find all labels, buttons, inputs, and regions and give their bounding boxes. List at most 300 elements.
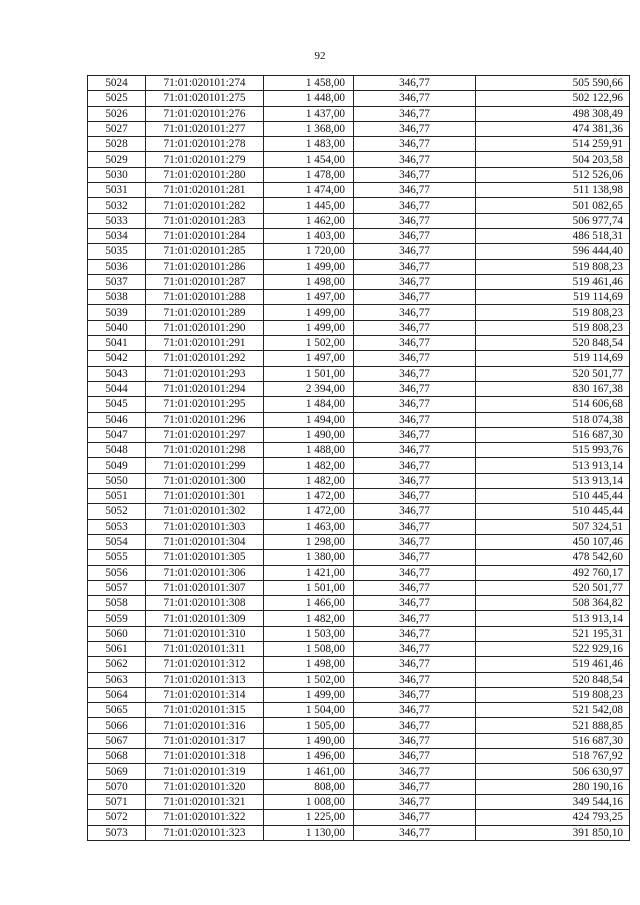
area-cell: 1 502,00 <box>264 672 354 687</box>
table-row <box>88 519 630 534</box>
value-cell: 521 195,31 <box>476 626 630 641</box>
row-number-cell: 5035 <box>88 244 146 259</box>
rate-cell: 346,77 <box>354 198 476 213</box>
rate-cell: 346,77 <box>354 351 476 366</box>
area-cell: 1 490,00 <box>264 427 354 442</box>
table-row <box>88 183 630 198</box>
land-value-table <box>87 75 630 841</box>
cadastral-number-cell: 71:01:020101:301 <box>146 489 264 504</box>
table-row <box>88 504 630 519</box>
row-number-cell: 5062 <box>88 657 146 672</box>
rate-cell: 346,77 <box>354 749 476 764</box>
row-number-cell: 5071 <box>88 794 146 809</box>
cadastral-number-cell: 71:01:020101:322 <box>146 810 264 825</box>
area-cell: 1 483,00 <box>264 137 354 152</box>
cadastral-number-cell: 71:01:020101:283 <box>146 213 264 228</box>
value-cell: 510 445,44 <box>476 504 630 519</box>
area-cell: 1 454,00 <box>264 152 354 167</box>
area-cell: 1 498,00 <box>264 657 354 672</box>
value-cell: 519 461,46 <box>476 657 630 672</box>
table-row <box>88 749 630 764</box>
cadastral-number-cell: 71:01:020101:280 <box>146 167 264 182</box>
cadastral-number-cell: 71:01:020101:309 <box>146 611 264 626</box>
area-cell: 1 508,00 <box>264 641 354 656</box>
cadastral-number-cell: 71:01:020101:285 <box>146 244 264 259</box>
rate-cell: 346,77 <box>354 626 476 641</box>
table-row <box>88 565 630 580</box>
rate-cell: 346,77 <box>354 458 476 473</box>
row-number-cell: 5029 <box>88 152 146 167</box>
cadastral-number-cell: 71:01:020101:320 <box>146 779 264 794</box>
rate-cell: 346,77 <box>354 718 476 733</box>
rate-cell: 346,77 <box>354 672 476 687</box>
table-row <box>88 137 630 152</box>
area-cell: 1 458,00 <box>264 76 354 91</box>
value-cell: 514 259,91 <box>476 137 630 152</box>
area-cell: 1 448,00 <box>264 91 354 106</box>
value-cell: 450 107,46 <box>476 534 630 549</box>
row-number-cell: 5047 <box>88 427 146 442</box>
rate-cell: 346,77 <box>354 489 476 504</box>
row-number-cell: 5063 <box>88 672 146 687</box>
area-cell: 1 501,00 <box>264 366 354 381</box>
row-number-cell: 5043 <box>88 366 146 381</box>
cadastral-number-cell: 71:01:020101:306 <box>146 565 264 580</box>
table-row <box>88 733 630 748</box>
table-row <box>88 825 630 840</box>
value-cell: 519 808,23 <box>476 687 630 702</box>
area-cell: 1 503,00 <box>264 626 354 641</box>
rate-cell: 346,77 <box>354 473 476 488</box>
row-number-cell: 5031 <box>88 183 146 198</box>
row-number-cell: 5048 <box>88 443 146 458</box>
row-number-cell: 5073 <box>88 825 146 840</box>
cadastral-number-cell: 71:01:020101:278 <box>146 137 264 152</box>
row-number-cell: 5027 <box>88 121 146 136</box>
row-number-cell: 5026 <box>88 106 146 121</box>
cadastral-number-cell: 71:01:020101:311 <box>146 641 264 656</box>
row-number-cell: 5051 <box>88 489 146 504</box>
table-row <box>88 427 630 442</box>
rate-cell: 346,77 <box>354 274 476 289</box>
cadastral-number-cell: 71:01:020101:307 <box>146 580 264 595</box>
row-number-cell: 5058 <box>88 596 146 611</box>
row-number-cell: 5039 <box>88 305 146 320</box>
cadastral-number-cell: 71:01:020101:292 <box>146 351 264 366</box>
row-number-cell: 5044 <box>88 381 146 396</box>
area-cell: 1 502,00 <box>264 336 354 351</box>
row-number-cell: 5032 <box>88 198 146 213</box>
area-cell: 1 380,00 <box>264 550 354 565</box>
value-cell: 501 082,65 <box>476 198 630 213</box>
rate-cell: 346,77 <box>354 244 476 259</box>
row-number-cell: 5054 <box>88 534 146 549</box>
row-number-cell: 5069 <box>88 764 146 779</box>
area-cell: 1 484,00 <box>264 397 354 412</box>
cadastral-number-cell: 71:01:020101:305 <box>146 550 264 565</box>
cadastral-number-cell: 71:01:020101:293 <box>146 366 264 381</box>
area-cell: 1 130,00 <box>264 825 354 840</box>
cadastral-number-cell: 71:01:020101:274 <box>146 76 264 91</box>
rate-cell: 346,77 <box>354 519 476 534</box>
cadastral-number-cell: 71:01:020101:279 <box>146 152 264 167</box>
cadastral-number-cell: 71:01:020101:321 <box>146 794 264 809</box>
area-cell: 1 478,00 <box>264 167 354 182</box>
cadastral-number-cell: 71:01:020101:317 <box>146 733 264 748</box>
value-cell: 516 687,30 <box>476 733 630 748</box>
rate-cell: 346,77 <box>354 213 476 228</box>
rate-cell: 346,77 <box>354 259 476 274</box>
table-row <box>88 213 630 228</box>
cadastral-number-cell: 71:01:020101:310 <box>146 626 264 641</box>
area-cell: 1 472,00 <box>264 489 354 504</box>
table-row <box>88 412 630 427</box>
table-row <box>88 672 630 687</box>
value-cell: 519 808,23 <box>476 320 630 335</box>
table-row <box>88 641 630 656</box>
row-number-cell: 5033 <box>88 213 146 228</box>
table-row <box>88 794 630 809</box>
rate-cell: 346,77 <box>354 565 476 580</box>
value-cell: 502 122,96 <box>476 91 630 106</box>
value-cell: 478 542,60 <box>476 550 630 565</box>
row-number-cell: 5055 <box>88 550 146 565</box>
area-cell: 1 461,00 <box>264 764 354 779</box>
row-number-cell: 5065 <box>88 703 146 718</box>
row-number-cell: 5040 <box>88 320 146 335</box>
area-cell: 1 501,00 <box>264 580 354 595</box>
row-number-cell: 5057 <box>88 580 146 595</box>
rate-cell: 346,77 <box>354 810 476 825</box>
row-number-cell: 5067 <box>88 733 146 748</box>
cadastral-number-cell: 71:01:020101:300 <box>146 473 264 488</box>
row-number-cell: 5046 <box>88 412 146 427</box>
value-cell: 424 793,25 <box>476 810 630 825</box>
cadastral-number-cell: 71:01:020101:314 <box>146 687 264 702</box>
row-number-cell: 5050 <box>88 473 146 488</box>
rate-cell: 346,77 <box>354 596 476 611</box>
row-number-cell: 5025 <box>88 91 146 106</box>
value-cell: 520 848,54 <box>476 336 630 351</box>
table-row <box>88 473 630 488</box>
table-row <box>88 489 630 504</box>
table-row <box>88 121 630 136</box>
area-cell: 1 421,00 <box>264 565 354 580</box>
rate-cell: 346,77 <box>354 443 476 458</box>
rate-cell: 346,77 <box>354 137 476 152</box>
rate-cell: 346,77 <box>354 764 476 779</box>
area-cell: 1 497,00 <box>264 351 354 366</box>
page-number: 92 <box>314 50 326 62</box>
rate-cell: 346,77 <box>354 183 476 198</box>
rate-cell: 346,77 <box>354 641 476 656</box>
area-cell: 1 488,00 <box>264 443 354 458</box>
value-cell: 513 913,14 <box>476 473 630 488</box>
cadastral-number-cell: 71:01:020101:302 <box>146 504 264 519</box>
rate-cell: 346,77 <box>354 305 476 320</box>
rate-cell: 346,77 <box>354 657 476 672</box>
value-cell: 519 461,46 <box>476 274 630 289</box>
value-cell: 520 501,77 <box>476 580 630 595</box>
table-row <box>88 76 630 91</box>
value-cell: 492 760,17 <box>476 565 630 580</box>
table-row <box>88 626 630 641</box>
table-row <box>88 198 630 213</box>
value-cell: 515 993,76 <box>476 443 630 458</box>
table-body <box>88 76 630 841</box>
table-row <box>88 274 630 289</box>
table-row <box>88 152 630 167</box>
cadastral-number-cell: 71:01:020101:319 <box>146 764 264 779</box>
rate-cell: 346,77 <box>354 687 476 702</box>
rate-cell: 346,77 <box>354 427 476 442</box>
cadastral-number-cell: 71:01:020101:299 <box>146 458 264 473</box>
cadastral-number-cell: 71:01:020101:318 <box>146 749 264 764</box>
cadastral-number-cell: 71:01:020101:312 <box>146 657 264 672</box>
row-number-cell: 5024 <box>88 76 146 91</box>
cadastral-number-cell: 71:01:020101:281 <box>146 183 264 198</box>
area-cell: 1 490,00 <box>264 733 354 748</box>
value-cell: 506 630,97 <box>476 764 630 779</box>
value-cell: 511 138,98 <box>476 183 630 198</box>
table-row <box>88 810 630 825</box>
rate-cell: 346,77 <box>354 534 476 549</box>
value-cell: 512 526,06 <box>476 167 630 182</box>
rate-cell: 346,77 <box>354 366 476 381</box>
area-cell: 1 504,00 <box>264 703 354 718</box>
row-number-cell: 5066 <box>88 718 146 733</box>
area-cell: 1 499,00 <box>264 305 354 320</box>
rate-cell: 346,77 <box>354 381 476 396</box>
area-cell: 1 498,00 <box>264 274 354 289</box>
value-cell: 521 888,85 <box>476 718 630 733</box>
row-number-cell: 5053 <box>88 519 146 534</box>
rate-cell: 346,77 <box>354 320 476 335</box>
rate-cell: 346,77 <box>354 825 476 840</box>
rate-cell: 346,77 <box>354 228 476 243</box>
value-cell: 474 381,36 <box>476 121 630 136</box>
table-row <box>88 351 630 366</box>
row-number-cell: 5072 <box>88 810 146 825</box>
value-cell: 391 850,10 <box>476 825 630 840</box>
cadastral-number-cell: 71:01:020101:296 <box>146 412 264 427</box>
rate-cell: 346,77 <box>354 290 476 305</box>
row-number-cell: 5060 <box>88 626 146 641</box>
rate-cell: 346,77 <box>354 336 476 351</box>
row-number-cell: 5049 <box>88 458 146 473</box>
table-row <box>88 534 630 549</box>
cadastral-number-cell: 71:01:020101:297 <box>146 427 264 442</box>
value-cell: 506 977,74 <box>476 213 630 228</box>
area-cell: 1 494,00 <box>264 412 354 427</box>
table-row <box>88 718 630 733</box>
row-number-cell: 5056 <box>88 565 146 580</box>
value-cell: 514 606,68 <box>476 397 630 412</box>
value-cell: 596 444,40 <box>476 244 630 259</box>
cadastral-number-cell: 71:01:020101:294 <box>146 381 264 396</box>
cadastral-number-cell: 71:01:020101:316 <box>146 718 264 733</box>
rate-cell: 346,77 <box>354 167 476 182</box>
cadastral-number-cell: 71:01:020101:289 <box>146 305 264 320</box>
rate-cell: 346,77 <box>354 412 476 427</box>
row-number-cell: 5052 <box>88 504 146 519</box>
row-number-cell: 5038 <box>88 290 146 305</box>
rate-cell: 346,77 <box>354 611 476 626</box>
table-row <box>88 381 630 396</box>
area-cell: 1 482,00 <box>264 611 354 626</box>
table-row <box>88 550 630 565</box>
rate-cell: 346,77 <box>354 91 476 106</box>
row-number-cell: 5059 <box>88 611 146 626</box>
area-cell: 1 720,00 <box>264 244 354 259</box>
value-cell: 486 518,31 <box>476 228 630 243</box>
rate-cell: 346,77 <box>354 504 476 519</box>
table-row <box>88 443 630 458</box>
area-cell: 1 437,00 <box>264 106 354 121</box>
row-number-cell: 5061 <box>88 641 146 656</box>
area-cell: 2 394,00 <box>264 381 354 396</box>
cadastral-number-cell: 71:01:020101:313 <box>146 672 264 687</box>
rate-cell: 346,77 <box>354 580 476 595</box>
value-cell: 518 767,92 <box>476 749 630 764</box>
area-cell: 1 496,00 <box>264 749 354 764</box>
row-number-cell: 5034 <box>88 228 146 243</box>
table-row <box>88 244 630 259</box>
area-cell: 1 497,00 <box>264 290 354 305</box>
area-cell: 1 505,00 <box>264 718 354 733</box>
row-number-cell: 5070 <box>88 779 146 794</box>
rate-cell: 346,77 <box>354 779 476 794</box>
rate-cell: 346,77 <box>354 397 476 412</box>
area-cell: 1 466,00 <box>264 596 354 611</box>
cadastral-number-cell: 71:01:020101:275 <box>146 91 264 106</box>
table-row <box>88 290 630 305</box>
area-cell: 1 474,00 <box>264 183 354 198</box>
value-cell: 280 190,16 <box>476 779 630 794</box>
area-cell: 1 482,00 <box>264 458 354 473</box>
cadastral-number-cell: 71:01:020101:288 <box>146 290 264 305</box>
area-cell: 808,00 <box>264 779 354 794</box>
value-cell: 522 929,16 <box>476 641 630 656</box>
table-row <box>88 657 630 672</box>
value-cell: 513 913,14 <box>476 611 630 626</box>
value-cell: 518 074,38 <box>476 412 630 427</box>
cadastral-number-cell: 71:01:020101:276 <box>146 106 264 121</box>
area-cell: 1 499,00 <box>264 320 354 335</box>
cadastral-number-cell: 71:01:020101:304 <box>146 534 264 549</box>
value-cell: 513 913,14 <box>476 458 630 473</box>
table-row <box>88 458 630 473</box>
table-row <box>88 764 630 779</box>
value-cell: 521 542,08 <box>476 703 630 718</box>
rate-cell: 346,77 <box>354 794 476 809</box>
row-number-cell: 5064 <box>88 687 146 702</box>
cadastral-number-cell: 71:01:020101:291 <box>146 336 264 351</box>
rate-cell: 346,77 <box>354 152 476 167</box>
cadastral-number-cell: 71:01:020101:315 <box>146 703 264 718</box>
cadastral-number-cell: 71:01:020101:290 <box>146 320 264 335</box>
value-cell: 519 808,23 <box>476 259 630 274</box>
cadastral-number-cell: 71:01:020101:298 <box>146 443 264 458</box>
table-row <box>88 611 630 626</box>
cadastral-number-cell: 71:01:020101:286 <box>146 259 264 274</box>
area-cell: 1 225,00 <box>264 810 354 825</box>
table-row <box>88 596 630 611</box>
value-cell: 505 590,66 <box>476 76 630 91</box>
rate-cell: 346,77 <box>354 733 476 748</box>
area-cell: 1 298,00 <box>264 534 354 549</box>
area-cell: 1 008,00 <box>264 794 354 809</box>
row-number-cell: 5042 <box>88 351 146 366</box>
table-row <box>88 259 630 274</box>
area-cell: 1 463,00 <box>264 519 354 534</box>
value-cell: 519 114,69 <box>476 351 630 366</box>
rate-cell: 346,77 <box>354 76 476 91</box>
cadastral-number-cell: 71:01:020101:284 <box>146 228 264 243</box>
row-number-cell: 5028 <box>88 137 146 152</box>
area-cell: 1 499,00 <box>264 259 354 274</box>
area-cell: 1 368,00 <box>264 121 354 136</box>
area-cell: 1 482,00 <box>264 473 354 488</box>
row-number-cell: 5045 <box>88 397 146 412</box>
rate-cell: 346,77 <box>354 106 476 121</box>
cadastral-number-cell: 71:01:020101:277 <box>146 121 264 136</box>
table-row <box>88 106 630 121</box>
value-cell: 519 808,23 <box>476 305 630 320</box>
area-cell: 1 462,00 <box>264 213 354 228</box>
row-number-cell: 5036 <box>88 259 146 274</box>
value-cell: 520 501,77 <box>476 366 630 381</box>
table-row <box>88 779 630 794</box>
table-row <box>88 687 630 702</box>
rate-cell: 346,77 <box>354 703 476 718</box>
table-row <box>88 228 630 243</box>
cadastral-number-cell: 71:01:020101:282 <box>146 198 264 213</box>
area-cell: 1 403,00 <box>264 228 354 243</box>
value-cell: 519 114,69 <box>476 290 630 305</box>
table-row <box>88 580 630 595</box>
value-cell: 830 167,38 <box>476 381 630 396</box>
value-cell: 349 544,16 <box>476 794 630 809</box>
table-row <box>88 167 630 182</box>
rate-cell: 346,77 <box>354 550 476 565</box>
cadastral-number-cell: 71:01:020101:295 <box>146 397 264 412</box>
value-cell: 507 324,51 <box>476 519 630 534</box>
rate-cell: 346,77 <box>354 121 476 136</box>
value-cell: 508 364,82 <box>476 596 630 611</box>
value-cell: 520 848,54 <box>476 672 630 687</box>
table-row <box>88 397 630 412</box>
area-cell: 1 445,00 <box>264 198 354 213</box>
table-row <box>88 336 630 351</box>
row-number-cell: 5068 <box>88 749 146 764</box>
value-cell: 516 687,30 <box>476 427 630 442</box>
row-number-cell: 5030 <box>88 167 146 182</box>
row-number-cell: 5041 <box>88 336 146 351</box>
cadastral-number-cell: 71:01:020101:303 <box>146 519 264 534</box>
cadastral-number-cell: 71:01:020101:308 <box>146 596 264 611</box>
table-row <box>88 366 630 381</box>
cadastral-number-cell: 71:01:020101:287 <box>146 274 264 289</box>
table-row <box>88 320 630 335</box>
table-row <box>88 305 630 320</box>
row-number-cell: 5037 <box>88 274 146 289</box>
table-row <box>88 703 630 718</box>
value-cell: 510 445,44 <box>476 489 630 504</box>
cadastral-number-cell: 71:01:020101:323 <box>146 825 264 840</box>
table-row <box>88 91 630 106</box>
value-cell: 498 308,49 <box>476 106 630 121</box>
